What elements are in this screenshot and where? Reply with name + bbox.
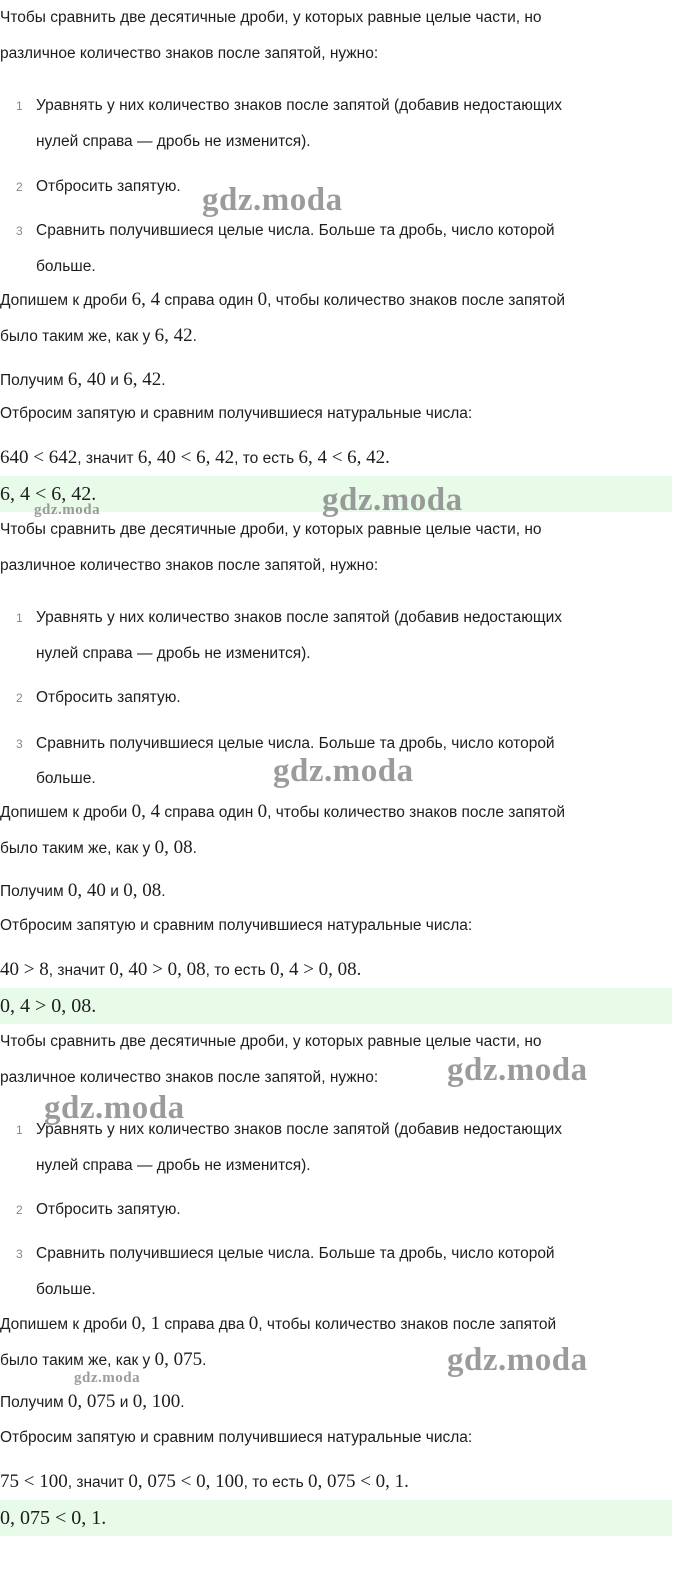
step-text: Уравнять у них количество знаков после запятой (добавив недостающих bbox=[36, 1121, 563, 1138]
step-text: Отбросить запятую. bbox=[36, 178, 181, 195]
watermark: gdz.moda bbox=[447, 1342, 588, 1378]
step-text: Сравнить получившиеся целые числа. Больше та дробь, число которой bbox=[36, 735, 555, 752]
step-text: больше. bbox=[36, 258, 96, 275]
comparison-sentence: 75 < 100, значит 0, 075 < 0, 100, то есть 0, 075 < 0, 1. bbox=[0, 1471, 409, 1492]
get-sentence: Получим 0, 40 и 0, 08. bbox=[0, 880, 166, 901]
watermark: gdz.moda bbox=[447, 1052, 588, 1088]
drop-comma-sentence: Отбросим запятую и сравним получившиеся натуральные числа: bbox=[0, 405, 473, 422]
step-number: 2 bbox=[16, 180, 23, 194]
comparison-sentence: 640 < 642, значит 6, 40 < 6, 42, то есть 6, 4 < 6, 42. bbox=[0, 447, 390, 468]
intro-line-2: различное количество знаков после запятой, нужно: bbox=[0, 1069, 379, 1086]
watermark: gdz.moda bbox=[74, 1370, 141, 1386]
answer-box bbox=[0, 988, 672, 1024]
step-number: 2 bbox=[16, 1203, 23, 1217]
intro-line-1: Чтобы сравнить две десятичные дроби, у которых равные целые части, но bbox=[0, 9, 542, 26]
intro-line-1: Чтобы сравнить две десятичные дроби, у которых равные целые части, но bbox=[0, 521, 542, 538]
watermark: gdz.moda bbox=[202, 182, 343, 218]
step-text: Сравнить получившиеся целые числа. Больше та дробь, число которой bbox=[36, 222, 555, 239]
answer-text: 6, 4 < 6, 42. bbox=[0, 483, 97, 505]
step-text: больше. bbox=[36, 1281, 96, 1298]
step-text: Отбросить запятую. bbox=[36, 1201, 181, 1218]
answer-box bbox=[0, 1500, 672, 1536]
get-sentence: Получим 6, 40 и 6, 42. bbox=[0, 369, 166, 390]
same-sentence: было таким же, как у 6, 42. bbox=[0, 325, 197, 346]
get-sentence: Получим 0, 075 и 0, 100. bbox=[0, 1391, 185, 1412]
drop-comma-sentence: Отбросим запятую и сравним получившиеся натуральные числа: bbox=[0, 917, 473, 934]
step-number: 3 bbox=[16, 224, 23, 238]
intro-line-1: Чтобы сравнить две десятичные дроби, у которых равные целые части, но bbox=[0, 1033, 542, 1050]
watermark: gdz.moda bbox=[44, 1090, 185, 1126]
step-number: 1 bbox=[16, 99, 23, 113]
step-number: 1 bbox=[16, 1123, 23, 1137]
same-sentence: было таким же, как у 0, 075. bbox=[0, 1349, 207, 1370]
step-number: 3 bbox=[16, 1247, 23, 1261]
drop-comma-sentence: Отбросим запятую и сравним получившиеся натуральные числа: bbox=[0, 1429, 473, 1446]
step-number: 3 bbox=[16, 737, 23, 751]
append-sentence: Допишем к дроби 0, 4 справа один 0, чтобы количество знаков после запятой bbox=[0, 801, 565, 822]
append-sentence: Допишем к дроби 6, 4 справа один 0, чтобы количество знаков после запятой bbox=[0, 289, 565, 310]
intro-line-2: различное количество знаков после запятой, нужно: bbox=[0, 45, 379, 62]
step-text: Сравнить получившиеся целые числа. Больше та дробь, число которой bbox=[36, 1245, 555, 1262]
answer-text: 0, 075 < 0, 1. bbox=[0, 1507, 107, 1529]
watermark: gdz.moda bbox=[273, 753, 414, 789]
watermark: gdz.moda bbox=[322, 482, 463, 518]
step-text: больше. bbox=[36, 770, 96, 787]
same-sentence: было таким же, как у 0, 08. bbox=[0, 837, 197, 858]
append-sentence: Допишем к дроби 0, 1 справа два 0, чтобы количество знаков после запятой bbox=[0, 1313, 557, 1334]
step-text: Уравнять у них количество знаков после запятой (добавив недостающих bbox=[36, 609, 563, 626]
step-number: 2 bbox=[16, 691, 23, 705]
step-text: Отбросить запятую. bbox=[36, 689, 181, 706]
answer-text: 0, 4 > 0, 08. bbox=[0, 995, 97, 1017]
step-text: нулей справа — дробь не изменится). bbox=[36, 1157, 311, 1174]
intro-line-2: различное количество знаков после запятой, нужно: bbox=[0, 557, 379, 574]
step-text: нулей справа — дробь не изменится). bbox=[36, 645, 311, 662]
comparison-sentence: 40 > 8, значит 0, 40 > 0, 08, то есть 0, 4 > 0, 08. bbox=[0, 959, 362, 980]
step-text: нулей справа — дробь не изменится). bbox=[36, 133, 311, 150]
watermark: gdz.moda bbox=[34, 502, 101, 518]
step-number: 1 bbox=[16, 611, 23, 625]
step-text: Уравнять у них количество знаков после запятой (добавив недостающих bbox=[36, 97, 563, 114]
